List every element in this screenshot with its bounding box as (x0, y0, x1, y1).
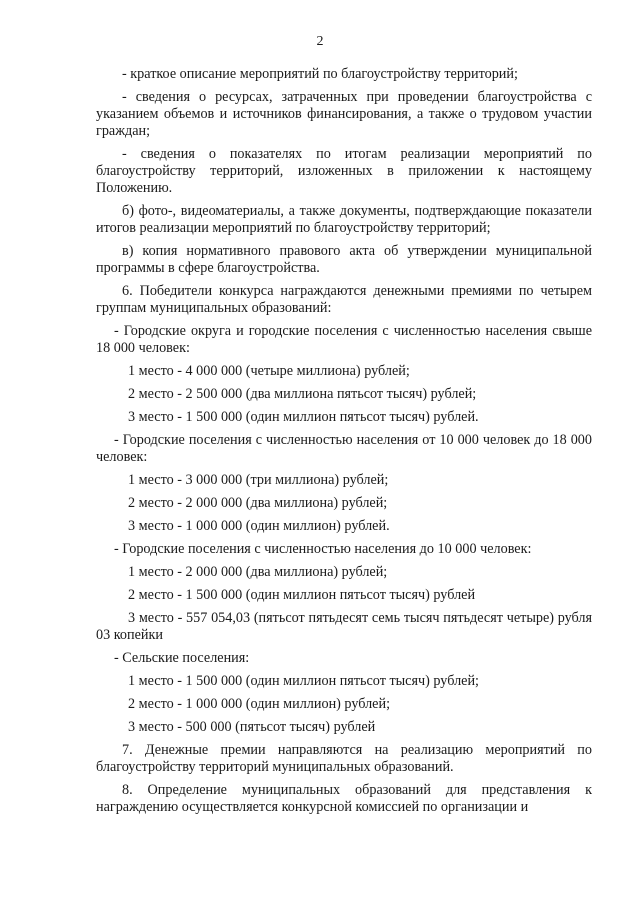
item-photo-video: б) фото-, видеоматериалы, а также документы, подтверждающие показатели итогов реализации мероприятий по благоустройству территорий; (96, 203, 592, 236)
group-2-prize-3: 3 место - 1 000 000 (один миллион) рублей. (128, 518, 390, 534)
clause-7: 7. Денежные премии направляются на реализацию мероприятий по благоустройству территорий муниципальных образований. (96, 742, 592, 775)
group-1-prize-3: 3 место - 1 500 000 (один миллион пятьсот тысяч) рублей. (128, 409, 479, 425)
group-3-title: - Городские поселения с численностью населения до 10 000 человек: (114, 541, 532, 557)
group-4-title: - Сельские поселения: (114, 650, 250, 666)
group-1-title: - Городские округа и городские поселения с численностью населения свыше 18 000 человек: (96, 323, 592, 356)
item-short-description: - краткое описание мероприятий по благоустройству территорий; (122, 66, 518, 82)
group-4-prize-1: 1 место - 1 500 000 (один миллион пятьсот тысяч) рублей; (128, 673, 479, 689)
clause-6: 6. Победители конкурса награждаются денежными премиями по четырем группам муниципальных образований: (96, 283, 592, 316)
group-3-prize-1: 1 место - 2 000 000 (два миллиона) рублей; (128, 564, 388, 580)
clause-8: 8. Определение муниципальных образований для представления к награждению осуществляется конкурсной комиссией по организации и (96, 782, 592, 815)
group-3-prize-2: 2 место - 1 500 000 (один миллион пятьсот тысяч) рублей (128, 587, 476, 603)
item-normative-act: в) копия нормативного правового акта об утверждении муниципальной программы в сфере благоустройства. (96, 243, 592, 276)
group-1-prize-1: 1 место - 4 000 000 (четыре миллиона) рублей; (128, 363, 410, 379)
page-number: 2 (316, 34, 324, 49)
group-4-prize-3: 3 место - 500 000 (пятьсот тысяч) рублей (128, 719, 376, 735)
group-2-title: - Городские поселения с численностью населения от 10 000 человек до 18 000 человек: (96, 432, 592, 465)
group-3-prize-3: 3 место - 557 054,03 (пятьсот пятьдесят семь тысяч пятьдесят четыре) рубля 03 копейки (96, 610, 592, 643)
item-indicators: - сведения о показателях по итогам реализации мероприятий по благоустройству территорий, изложенных в приложении к настоящему Положению. (96, 146, 592, 196)
group-2-prize-2: 2 место - 2 000 000 (два миллиона) рублей; (128, 495, 388, 511)
group-2-prize-1: 1 место - 3 000 000 (три миллиона) рублей; (128, 472, 389, 488)
document-body (96, 66, 592, 822)
item-resources: - сведения о ресурсах, затраченных при проведении благоустройства с указанием объемов и источников финансирования, а также о трудовом участии граждан; (96, 89, 592, 139)
group-1-prize-2: 2 место - 2 500 000 (два миллиона пятьсот тысяч) рублей; (128, 386, 477, 402)
group-4-prize-2: 2 место - 1 000 000 (один миллион) рублей; (128, 696, 391, 712)
